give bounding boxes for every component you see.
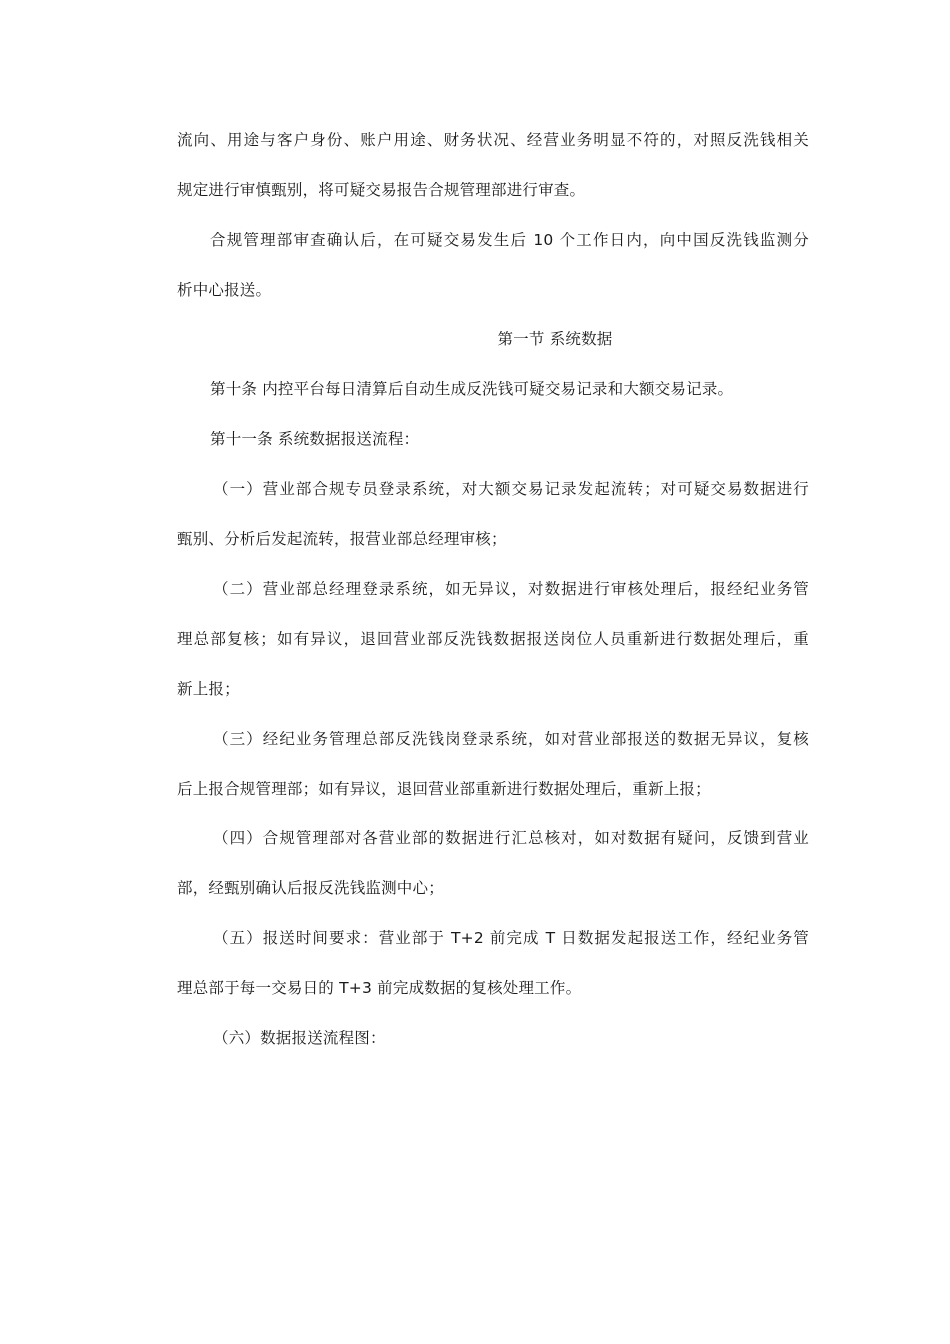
paragraph-line: 流向、用途与客户身份、账户用途、财务状况、经营业务明显不符的，对照反洗钱相关 (177, 131, 809, 149)
list-item-line: （五）报送时间要求：营业部于 T+2 前完成 T 日数据发起报送工作，经纪业务管 (213, 929, 809, 947)
list-item-line: （三）经纪业务管理总部反洗钱岗登录系统，如对营业部报送的数据无异议，复核 (213, 730, 809, 748)
list-item-line: 理总部复核；如有异议，退回营业部反洗钱数据报送岗位人员重新进行数据处理后，重 (177, 630, 809, 648)
list-item-line: 甄别、分析后发起流转，报营业部总经理审核； (177, 530, 507, 548)
paragraph-line: 规定进行审慎甄别，将可疑交易报告合规管理部进行审查。 (177, 181, 586, 199)
paragraph-line: 合规管理部审查确认后，在可疑交易发生后 10 个工作日内，向中国反洗钱监测分 (210, 231, 809, 249)
list-item-line: （二）营业部总经理登录系统，如无异议，对数据进行审核处理后，报经纪业务管 (213, 580, 809, 598)
list-item-line: （四）合规管理部对各营业部的数据进行汇总核对，如对数据有疑问，反馈到营业 (213, 829, 809, 847)
list-item-line: （六）数据报送流程图： (213, 1029, 386, 1047)
list-item-line: 后上报合规管理部；如有异议，退回营业部重新进行数据处理后，重新上报； (177, 780, 711, 798)
section-heading: 第一节 系统数据 (497, 330, 613, 348)
article-line: 第十一条 系统数据报送流程： (210, 430, 420, 448)
list-item-line: 理总部于每一交易日的 T+3 前完成数据的复核处理工作。 (177, 979, 582, 997)
paragraph-line: 析中心报送。 (177, 281, 272, 299)
article-line: 第十条 内控平台每日清算后自动生成反洗钱可疑交易记录和大额交易记录。 (210, 380, 734, 398)
list-item-line: （一）营业部合规专员登录系统，对大额交易记录发起流转；对可疑交易数据进行 (213, 480, 809, 498)
list-item-line: 新上报； (177, 680, 240, 698)
list-item-line: 部，经甄别确认后报反洗钱监测中心； (177, 879, 444, 897)
